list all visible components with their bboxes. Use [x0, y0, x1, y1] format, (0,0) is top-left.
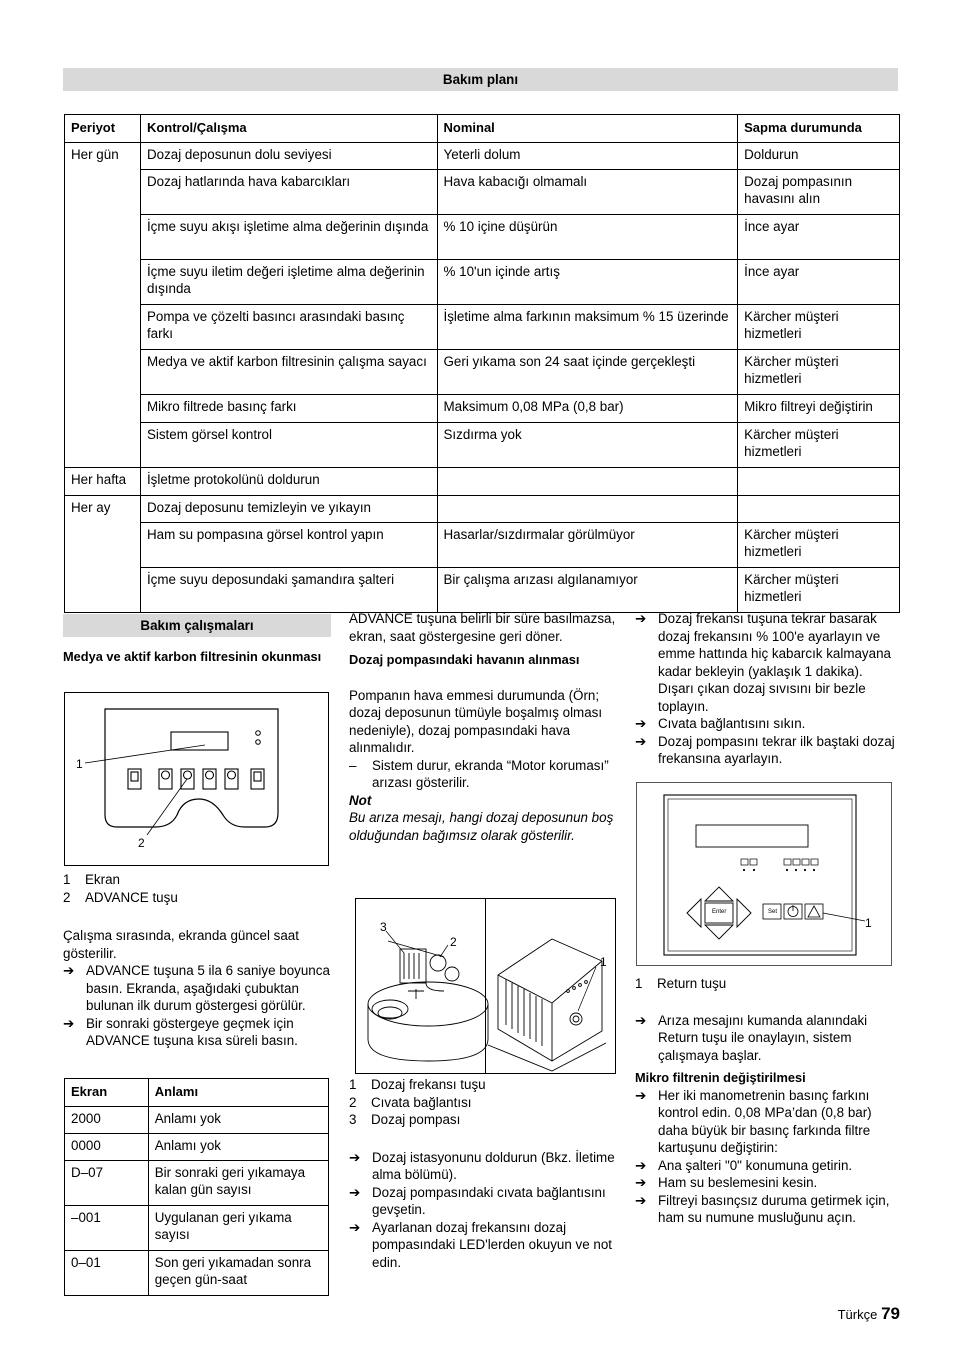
table-row: [65, 495, 900, 522]
table-row: [65, 422, 900, 467]
instruction-step: ➔ Ham su beslemesini kesin.: [635, 1175, 818, 1190]
table-row: [65, 142, 900, 169]
instruction-step: ➔ Filtreyi basınçsız duruma getirmek için, ham su numune musluğunu açın.: [635, 1192, 890, 1225]
set-key-label: Set: [768, 909, 778, 915]
result-item: – Sistem durur, ekranda “Motor koruması” arızası gösterilir.: [349, 757, 609, 790]
meaning-cell: Uygulanan geri yıkama sayısı: [148, 1205, 328, 1250]
display-code-cell: D–07: [65, 1160, 149, 1205]
arrow-icon: ➔: [635, 1087, 647, 1103]
column-header: Ekran: [65, 1079, 149, 1107]
deviation-cell: Doldurun: [738, 142, 900, 169]
control-panel-figure: [636, 782, 892, 966]
page-number: 79: [881, 1304, 900, 1323]
table-row: [65, 304, 900, 349]
check-cell: Dozaj deposunu temizleyin ve yıkayın: [140, 495, 437, 522]
legend-item: 1 Ekran: [63, 872, 120, 887]
check-cell: İçme suyu akışı işletime alma değerinin dışında: [140, 214, 437, 259]
page-footer: [838, 1305, 900, 1324]
check-cell: İşletme protokolünü doldurun: [140, 467, 437, 495]
col3-lower: [635, 975, 901, 1227]
continuation-text: ADVANCE tuşuna belirli bir süre basılmazsa, ekran, saat göstergesine geri döner.: [349, 611, 616, 644]
nominal-cell: Bir çalışma arızası algılanamıyor: [437, 567, 738, 612]
instruction-step: ➔ ADVANCE tuşuna 5 ila 6 saniye boyunca basın. Ekranda, aşağıdaki çubuktan bulunan ilk durum göstergesi görülür.: [63, 963, 330, 1013]
column-header: Sapma durumunda: [738, 115, 900, 143]
column-header: Anlamı: [148, 1079, 328, 1107]
instruction-step: ➔ Cıvata bağlantısını sıkın.: [635, 716, 806, 731]
table-row: [65, 467, 900, 495]
nominal-cell: Geri yıkama son 24 saat içinde gerçekleşti: [437, 349, 738, 394]
instruction-step: ➔ Her iki manometrenin basınç farkını kontrol edin. 0,08 MPa’dan (0,8 bar) daha büyük bir basınç farkında filtre kartuşunu değiştirin:: [635, 1087, 872, 1155]
instruction-step: ➔ Ana şalteri "0" konumuna getirin.: [635, 1157, 853, 1173]
instruction-step: ➔ Dozaj pompasındaki cıvata bağlantısını gevşetin.: [349, 1184, 606, 1217]
dosing-pump-illustration: [356, 899, 615, 1073]
note-text: Bu arıza mesajı, hangi dozaj deposunun boş olduğundan bağımsız olarak gösterilir.: [349, 810, 614, 843]
display-code-cell: –001: [65, 1205, 149, 1250]
dosing-pump-figure: [355, 898, 616, 1074]
callout-1: 1: [76, 757, 83, 771]
col1-body: [63, 927, 331, 1050]
instruction-step: ➔ Arıza mesajını kumanda alanındaki Return tuşu ile onaylayın, sistem çalışmaya başlar.: [635, 1012, 868, 1063]
arrow-icon: ➔: [635, 1175, 647, 1190]
maintenance-plan-table: [64, 114, 900, 613]
check-cell: İçme suyu deposundaki şamandıra şalteri: [140, 567, 437, 612]
legend-item: 1 Return tuşu: [635, 976, 727, 991]
check-cell: İçme suyu iletim değeri işletime alma değerinin dışında: [140, 259, 437, 304]
meaning-cell: Anlamı yok: [148, 1133, 328, 1160]
display-code-cell: 2000: [65, 1106, 149, 1133]
column-header: Nominal: [437, 115, 738, 143]
nominal-cell: Sızdırma yok: [437, 422, 738, 467]
check-cell: Mikro filtrede basınç farkı: [140, 394, 437, 422]
maintenance-plan-banner: Bakım planı: [63, 68, 898, 91]
col2-lower: [349, 1076, 617, 1271]
legend-item: 1 Dozaj frekansı tuşu: [349, 1077, 486, 1092]
nominal-cell: [437, 467, 738, 495]
table-row: [65, 1133, 329, 1160]
deviation-cell: [738, 495, 900, 522]
legend-item: 3 Dozaj pompası: [349, 1112, 461, 1127]
col3-upper: [635, 610, 901, 768]
deviation-cell: Kärcher müşteri hizmetleri: [738, 422, 900, 467]
arrow-icon: ➔: [635, 1192, 647, 1208]
table-row: [65, 1106, 329, 1133]
table-row: [65, 394, 900, 422]
table-row: [65, 214, 900, 259]
nominal-cell: % 10'un içinde artış: [437, 259, 738, 304]
deviation-cell: Kärcher müşteri hizmetleri: [738, 304, 900, 349]
instruction-step: ➔ Dozaj pompasını tekrar ilk baştaki dozaj frekansına ayarlayın.: [635, 733, 895, 766]
meaning-cell: Son geri yıkamadan sonra geçen gün-saat: [148, 1250, 328, 1295]
arrow-icon: ➔: [349, 1219, 361, 1235]
media-filter-reading-heading: Medya ve aktif karbon filtresinin okunması: [63, 649, 322, 664]
instruction-step: ➔ Bir sonraki göstergeye geçmek için ADVANCE tuşuna kısa süreli basın.: [63, 1015, 298, 1048]
check-cell: Medya ve aktif karbon filtresinin çalışma sayacı: [140, 349, 437, 394]
dosing-pump-air-heading: Dozaj pompasındaki havanın alınması: [349, 652, 580, 667]
meaning-cell: Bir sonraki geri yıkamaya kalan gün sayısı: [148, 1160, 328, 1205]
instruction-step: ➔ Dozaj istasyonunu doldurun (Bkz. İletime alma bölümü).: [349, 1149, 615, 1182]
check-cell: Sistem görsel kontrol: [140, 422, 437, 467]
column-header: Periyot: [65, 115, 141, 143]
check-cell: Dozaj hatlarında hava kabarcıkları: [140, 169, 437, 214]
column-header: Kontrol/Çalışma: [140, 115, 437, 143]
period-cell: Her hafta: [65, 467, 141, 495]
table-row: [65, 349, 900, 394]
deviation-cell: Kärcher müşteri hizmetleri: [738, 567, 900, 612]
figure-legend: [63, 871, 331, 906]
instruction-step: ➔ Ayarlanan dozaj frekansını dozaj pompasındaki LED'lerden okuyun ve not edin.: [349, 1219, 613, 1270]
nominal-cell: İşletime alma farkının maksimum % 15 üzerinde: [437, 304, 738, 349]
callout-2: 2: [138, 836, 145, 850]
table-header-row: [65, 1079, 329, 1107]
callout-1: 1: [600, 955, 607, 969]
deviation-cell: [738, 467, 900, 495]
callout-1: 1: [865, 916, 872, 930]
arrow-icon: ➔: [635, 716, 647, 731]
nominal-cell: Hava kabacığı olmamalı: [437, 169, 738, 214]
meaning-cell: Anlamı yok: [148, 1106, 328, 1133]
check-cell: Dozaj deposunun dolu seviyesi: [140, 142, 437, 169]
paragraph: Pompanın hava emmesi durumunda (Örn; dozaj deposunun tümüyle boşalmış olması nedeniyle), dozaj pompasındaki hava alınmalıdır.: [349, 687, 603, 755]
deviation-cell: Kärcher müşteri hizmetleri: [738, 349, 900, 394]
check-cell: Pompa ve çözelti basıncı arasındaki basınç farkı: [140, 304, 437, 349]
intro-text: Çalışma sırasında, ekranda güncel saat gösterilir.: [63, 928, 299, 961]
deviation-cell: İnce ayar: [738, 259, 900, 304]
period-cell: Her ay: [65, 495, 141, 612]
footer-language: Türkçe: [837, 1307, 878, 1322]
instruction-step: ➔ Dozaj frekansı tuşuna tekrar basarak dozaj frekansını % 100'e ayarlayın ve emme hattında hiç kabarcık kalmayana kadar bekleyin (yaklaşık 1 dakika). Dışarı çıkan dozaj sıvısını bir bezle toplayın.: [635, 611, 891, 714]
deviation-cell: Dozaj pompasının havasını alın: [738, 169, 900, 214]
table-row: [65, 567, 900, 612]
table-row: [65, 1250, 329, 1295]
period-cell: Her gün: [65, 142, 141, 467]
display-code-cell: 0–01: [65, 1250, 149, 1295]
display-code-cell: 0000: [65, 1133, 149, 1160]
display-shape: [171, 732, 228, 750]
control-panel-illustration: [637, 783, 891, 965]
nominal-cell: Hasarlar/sızdırmalar görülmüyor: [437, 522, 738, 567]
deviation-cell: Mikro filtreyi değiştirin: [738, 394, 900, 422]
nominal-cell: % 10 içine düşürün: [437, 214, 738, 259]
arrow-icon: ➔: [635, 611, 647, 626]
table-row: [65, 259, 900, 304]
arrow-icon: ➔: [635, 1157, 647, 1173]
arrow-icon: ➔: [63, 1015, 75, 1031]
arrow-icon: ➔: [635, 1012, 647, 1028]
table-row: [65, 1205, 329, 1250]
nominal-cell: Maksimum 0,08 MPa (0,8 bar): [437, 394, 738, 422]
arrow-icon: ➔: [349, 1149, 361, 1165]
legend-item: 2 ADVANCE tuşu: [63, 889, 178, 905]
nominal-cell: [437, 495, 738, 522]
col2-body: [349, 610, 617, 844]
deviation-cell: Kärcher müşteri hizmetleri: [738, 522, 900, 567]
callout-2: 2: [450, 935, 457, 949]
table-row: [65, 169, 900, 214]
table-row: [65, 1160, 329, 1205]
callout-3: 3: [380, 920, 387, 934]
deviation-cell: İnce ayar: [738, 214, 900, 259]
maintenance-work-banner: Bakım çalışmaları: [63, 614, 331, 637]
controller-figure: [64, 692, 329, 866]
legend-item: 2 Cıvata bağlantısı: [349, 1094, 472, 1110]
micro-filter-replacement-heading: Mikro filtrenin değiştirilmesi: [635, 1070, 806, 1085]
display-meaning-table: [64, 1078, 329, 1296]
check-cell: Ham su pompasına görsel kontrol yapın: [140, 522, 437, 567]
table-header-row: [65, 115, 900, 143]
arrow-icon: ➔: [63, 963, 75, 978]
arrow-icon: ➔: [349, 1184, 361, 1200]
arrow-icon: ➔: [635, 733, 647, 749]
controller-illustration: [65, 693, 328, 865]
nominal-cell: Yeterli dolum: [437, 142, 738, 169]
table-row: [65, 522, 900, 567]
note-title: Not: [349, 792, 372, 808]
enter-key-label: Enter: [712, 909, 727, 915]
